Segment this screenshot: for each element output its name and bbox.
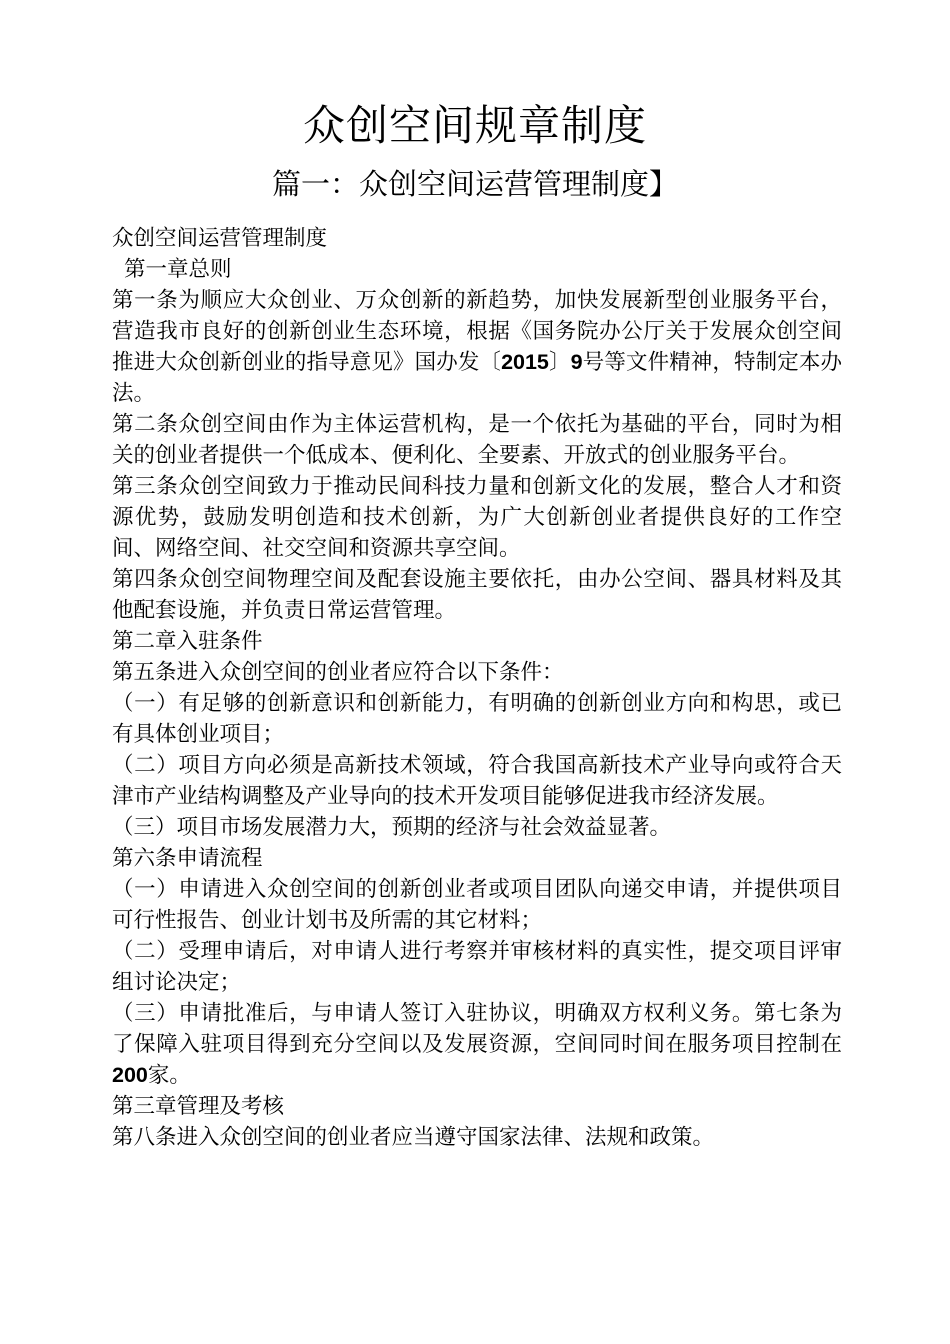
- document-subtitle: 篇一：众创空间运营管理制度】: [271, 167, 678, 201]
- list-item: （二）受理申请后，对申请人进行考察并审核材料的真实性，提交项目评审组讨论决定；: [112, 939, 842, 995]
- article-paragraph: 第六条申请流程: [112, 846, 263, 871]
- section-heading: 众创空间运营管理制度: [112, 226, 328, 251]
- number-text: 9: [570, 350, 583, 374]
- article-paragraph: 第一条为顺应大众创业、万众创新的新趋势，加快发展新型创业服务平台，营造我市良好的创新创业生态环境，根据《国务院办公厅关于发展众创空间推进大众创新创业的指导意见》国办发〔2015〕9号等文件精神，特制定本办法。: [112, 288, 842, 406]
- document-title: 众创空间规章制度: [302, 101, 647, 150]
- article-paragraph: 第二条众创空间由作为主体运营机构，是一个依托为基础的平台，同时为相关的创业者提供一个低成本、便利化、全要素、开放式的创业服务平台。: [112, 412, 842, 468]
- article-paragraph: 第三条众创空间致力于推动民间科技力量和创新文化的发展，整合人才和资源优势，鼓励发明创造和技术创新，为广大创新创业者提供良好的工作空间、网络空间、社交空间和资源共享空间。: [112, 474, 842, 561]
- list-item: （三）申请批准后，与申请人签订入驻协议，明确双方权利义务。第七条为了保障入驻项目得到充分空间以及发展资源，空间同时间在服务项目控制在200家。: [112, 1001, 842, 1088]
- list-item: （三）项目市场发展潜力大，预期的经济与社会效益显著。: [112, 815, 672, 840]
- chapter-heading: 第二章入驻条件: [112, 629, 263, 654]
- list-item: （二）项目方向必须是高新技术领域，符合我国高新技术产业导向或符合天津市产业结构调整及产业导向的技术开发项目能够促进我市经济发展。: [112, 753, 842, 809]
- chapter-heading: 第三章管理及考核: [112, 1094, 285, 1119]
- list-item: （一）有足够的创新意识和创新能力，有明确的创新创业方向和构思，或已有具体创业项目；: [112, 691, 842, 747]
- article-paragraph: 第四条众创空间物理空间及配套设施主要依托，由办公空间、器具材料及其他配套设施，并负责日常运营管理。: [112, 567, 842, 623]
- list-item: （一）申请进入众创空间的创新创业者或项目团队向递交申请，并提供项目可行性报告、创业计划书及所需的其它材料；: [112, 877, 842, 933]
- article-paragraph: 第五条进入众创空间的创业者应符合以下条件：: [112, 660, 564, 685]
- article-paragraph: 第八条进入众创空间的创业者应当遵守国家法律、法规和政策。: [112, 1125, 715, 1150]
- chapter-heading: 第一章总则: [124, 257, 232, 282]
- number-text: 2015: [501, 350, 549, 374]
- document-body: [112, 223, 842, 1153]
- number-text: 200: [112, 1063, 148, 1087]
